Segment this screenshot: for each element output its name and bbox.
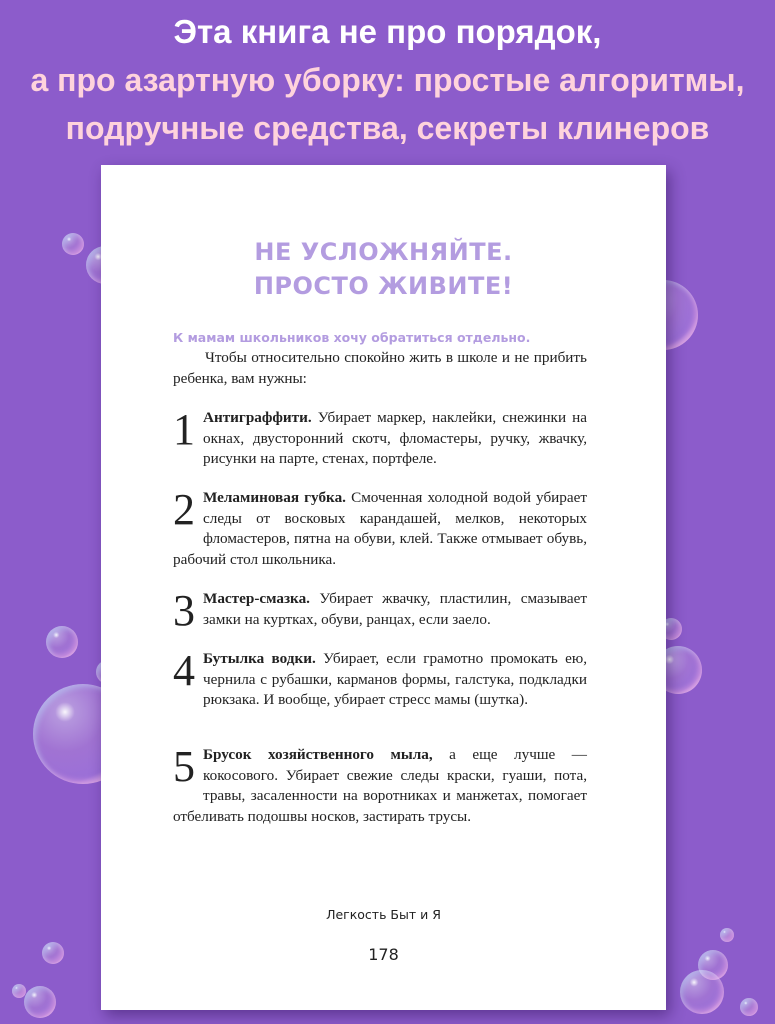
bubble-decoration — [740, 998, 758, 1016]
item-title: Брусок хозяйственного мыла, — [203, 746, 433, 763]
list-item — [173, 742, 587, 827]
heading-line-1: НЕ УСЛОЖНЯЙТЕ. — [254, 238, 513, 266]
page-number: 178 — [368, 945, 399, 964]
banner-line-2: а про азартную уборку: простые алгоритмы, — [30, 62, 745, 98]
item-number: 3 — [173, 586, 195, 635]
page-heading — [101, 235, 666, 303]
item-title: Меламиновая губка. — [203, 489, 346, 506]
item-number: 5 — [173, 742, 195, 791]
list-item — [173, 646, 587, 711]
item-number: 2 — [173, 485, 195, 534]
banner-line-1: Эта книга не про порядок, — [173, 13, 602, 50]
item-number: 1 — [173, 405, 195, 454]
bubble-decoration — [42, 942, 64, 964]
item-number: 4 — [173, 646, 195, 695]
bubble-decoration — [720, 928, 734, 942]
bubble-decoration — [24, 986, 56, 1018]
bubble-decoration — [62, 233, 84, 255]
intro-accent: К мамам школьников хочу обратиться отдельно. — [173, 330, 531, 345]
item-title: Бутылка водки. — [203, 650, 316, 667]
list-item — [173, 485, 588, 570]
item-text: Убирает жвачку, пластилин, смазывает замки на куртках, обуви, ранцах, если заело. — [203, 590, 587, 628]
item-text: Убирает маркер, наклейки, снежинки на окнах, двусторонний скотч, фломастеры, ручку, жвачку, рисунки на парте, стенах, портфеле. — [203, 409, 587, 467]
bubble-decoration — [680, 970, 724, 1014]
item-text: а еще лучше — кокосового. Убирает свежие следы краски, гуаши, пота, травы, засаленности на воротниках и манжетах, помогает отбеливать подошвы носков, застирать трусы. — [173, 746, 587, 825]
item-title: Мастер-смазка. — [203, 590, 310, 607]
item-text: Убирает, если грамотно промокать ею, чернила с рубашки, карманов формы, галстука, подкладки рюкзака. И вообще, убирает стресс мамы (шутка). — [203, 650, 587, 708]
item-text: Смоченная холодной водой убирает следы от восковых карандашей, мелков, некоторых фломастеров, пятна на обуви, клей. Также отмывает обувь, рабочий стол школьника. — [173, 489, 588, 568]
bubble-decoration — [46, 626, 78, 658]
bubble-decoration — [12, 984, 26, 998]
list-item — [173, 405, 587, 470]
book-page — [101, 165, 666, 1010]
banner-line-3: подручные средства, секреты клинеров — [65, 110, 710, 146]
book-footer-title: Легкость Быт и Я — [326, 907, 441, 922]
list-item — [173, 586, 587, 635]
heading-line-2: ПРОСТО ЖИВИТЕ! — [253, 272, 514, 300]
intro-paragraph: Чтобы относительно спокойно жить в школе и не прибить ребенка, вам нужны: — [173, 349, 587, 387]
item-title: Антиграффити. — [203, 409, 312, 426]
